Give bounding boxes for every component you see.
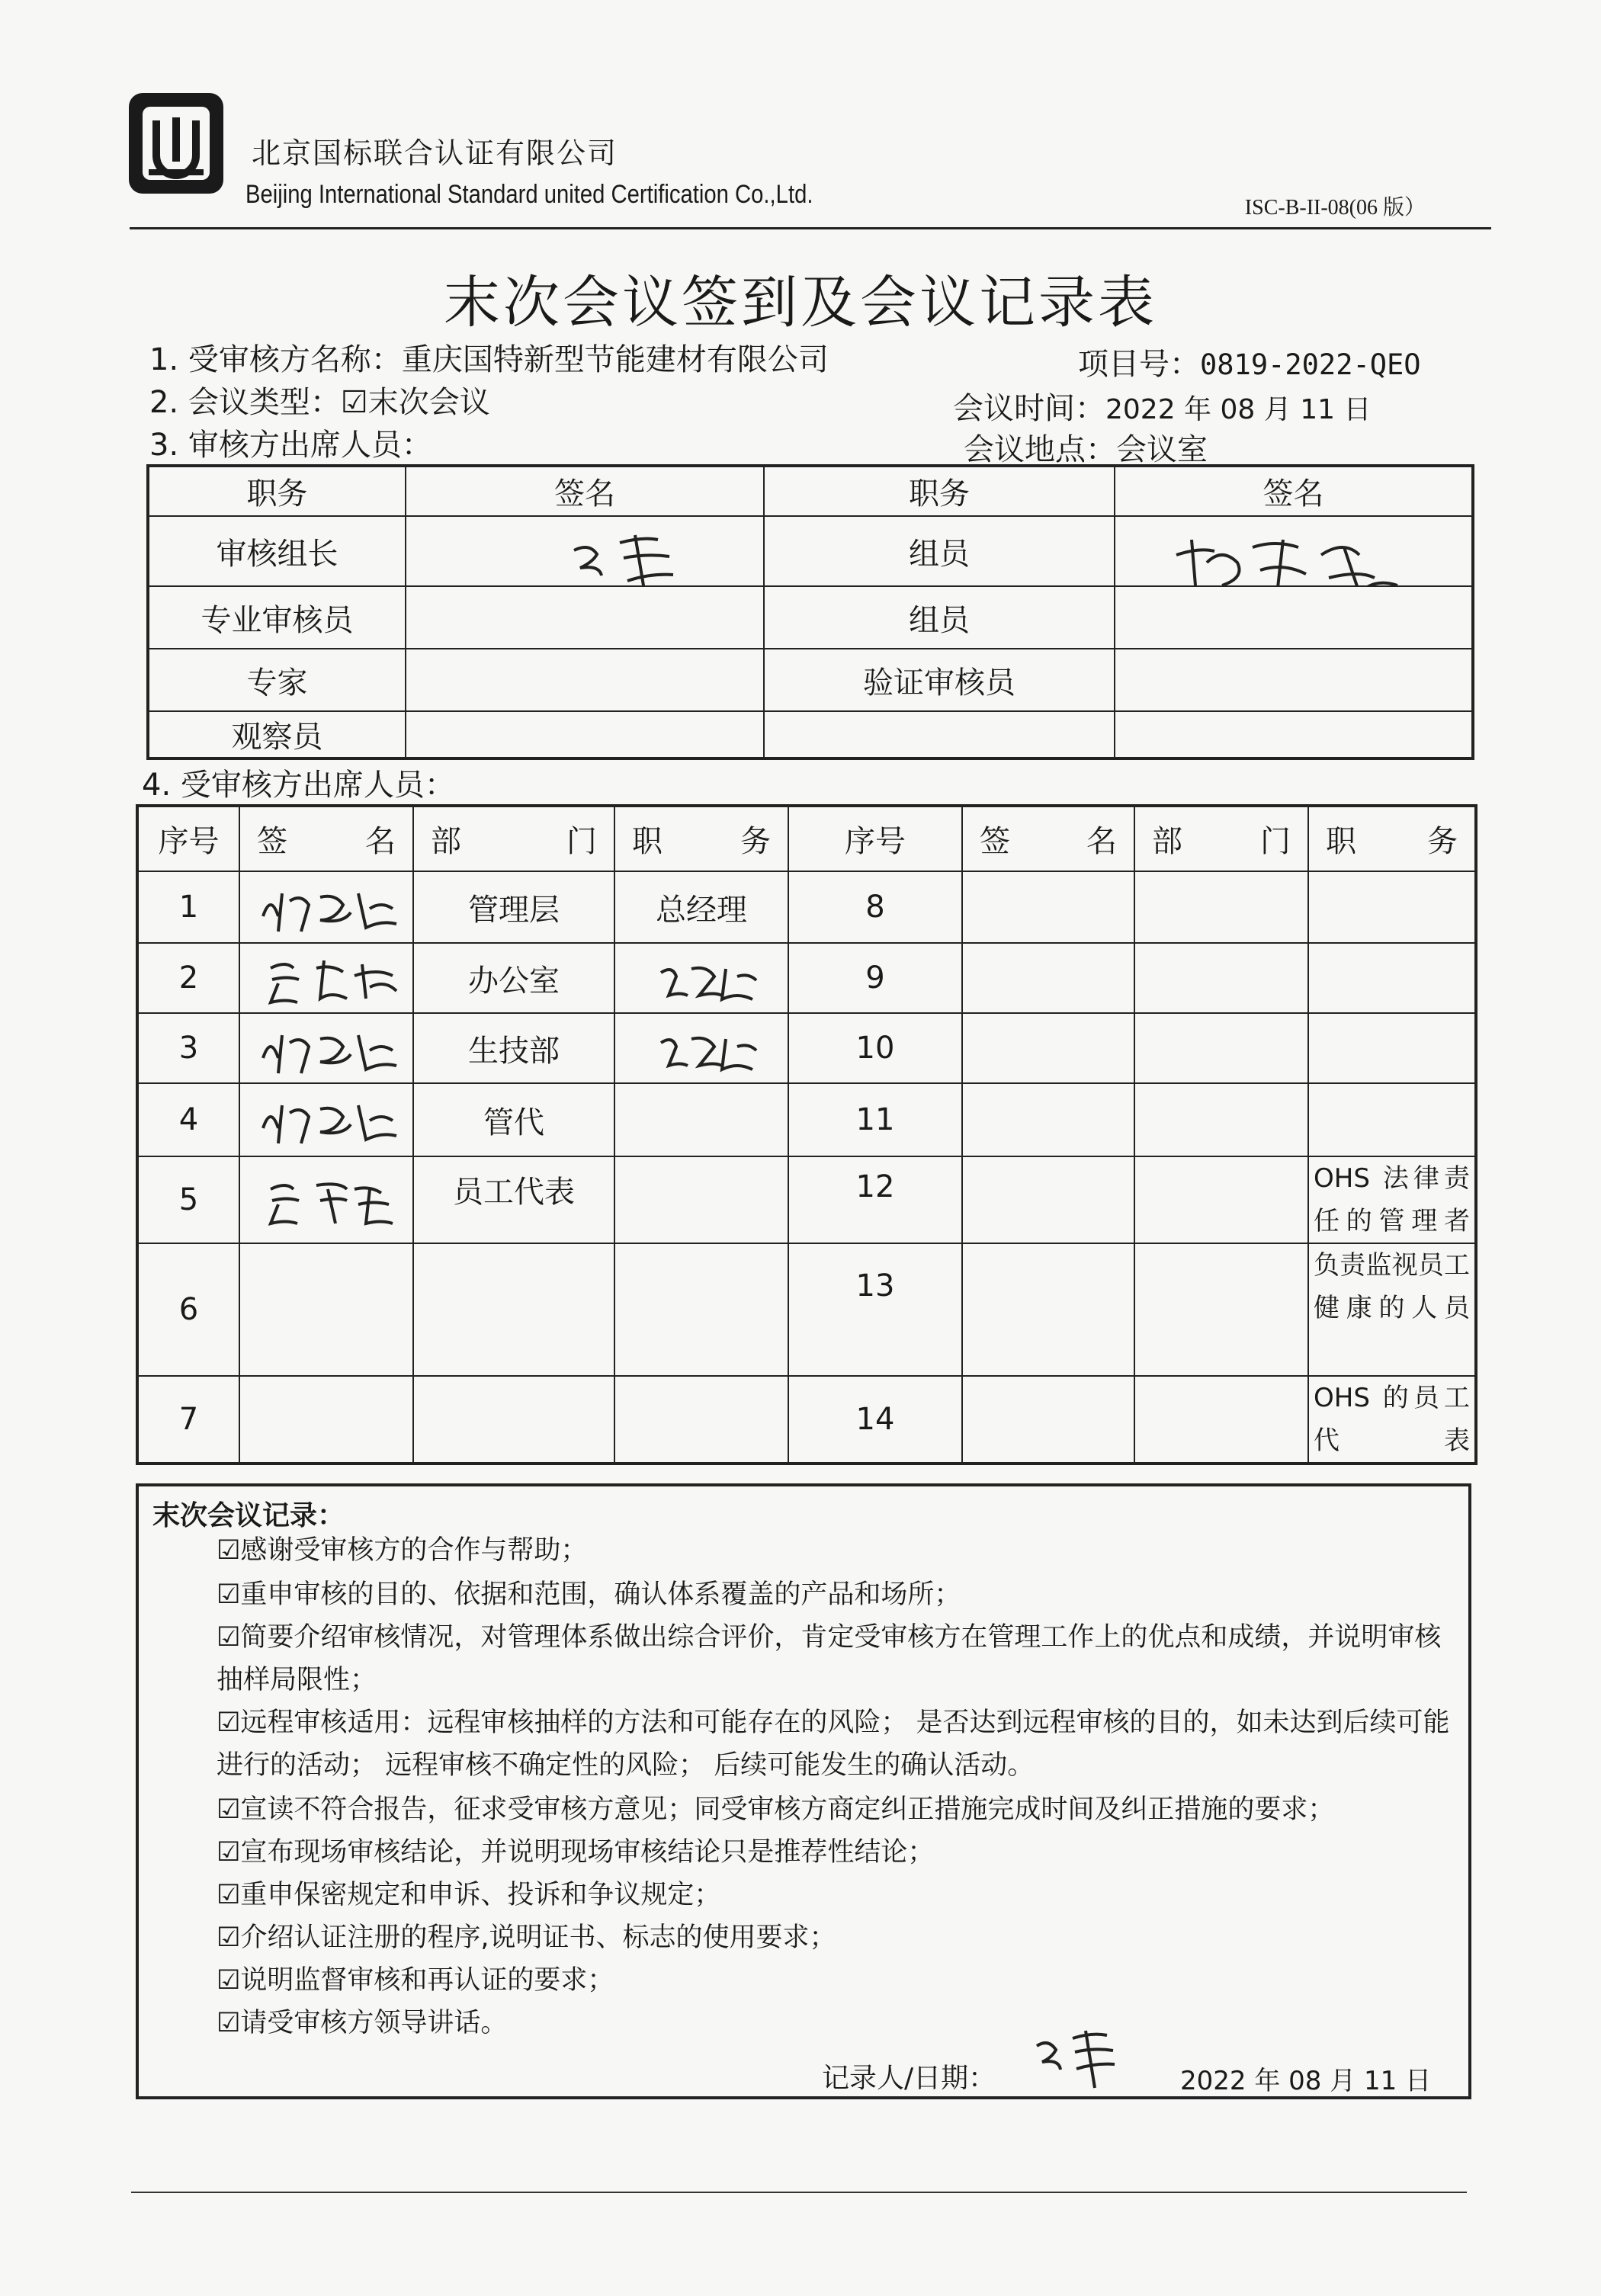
position-cell [1308, 1083, 1476, 1156]
signature-cell [406, 711, 764, 758]
record-item: ☑说明监督审核和再认证的要求； [217, 1965, 614, 1996]
auditee-name-value: 重庆国特新型节能建材有限公司 [401, 342, 829, 377]
handwritten-signature [263, 953, 408, 1006]
signature-cell [406, 516, 764, 586]
auditee-attendees-label: 4. 受审核方出席人员： [142, 768, 455, 803]
signature-cell [239, 1376, 413, 1464]
role-cell: 组员 [764, 516, 1115, 586]
meeting-time-value: 2022 年 08 月 11 日 [1105, 394, 1372, 425]
header-position: 职 务 [1308, 806, 1476, 871]
department-cell: 生技部 [413, 1013, 614, 1083]
seq-cell: 8 [788, 871, 962, 943]
position-cell: 负责监视员工健康的人员 [1308, 1243, 1476, 1376]
seq-cell: 13 [788, 1243, 962, 1376]
table-row [137, 1083, 1476, 1156]
signature-cell [239, 871, 413, 943]
signature-cell [239, 1083, 413, 1156]
table-row [137, 1243, 1476, 1376]
header-divider [130, 227, 1491, 229]
department-cell [413, 1243, 614, 1376]
auditee-name-line [149, 335, 829, 379]
handwritten-signature [263, 1174, 408, 1235]
handwritten-signature [255, 1020, 408, 1081]
signature-cell [1115, 711, 1473, 758]
record-item: ☑重申审核的目的、依据和范围，确认体系覆盖的产品和场所； [217, 1579, 961, 1610]
role-cell [764, 711, 1115, 758]
recorder-date: 2022 年 08 月 11 日 [1180, 2066, 1432, 2096]
project-number-value: 0819-2022-QEO [1200, 348, 1421, 381]
seq-cell: 12 [788, 1156, 962, 1243]
handwritten-signature [255, 1090, 408, 1151]
header-signature: 签名 [1115, 466, 1473, 516]
record-item: ☑宣读不符合报告，征求受审核方意见；同受审核方商定纠正措施完成时间及纠正措施的要求； [217, 1794, 1335, 1825]
signature-cell [406, 586, 764, 649]
table-row [137, 1376, 1476, 1464]
record-item: ☑宣布现场审核结论，并说明现场审核结论只是推荐性结论； [217, 1837, 935, 1868]
company-name-en: Beijing International Standard united Certification Co.,Ltd. [245, 180, 813, 209]
department-cell: 员工代表 [413, 1156, 614, 1243]
header-seq: 序号 [788, 806, 962, 871]
header-signature: 签 名 [239, 806, 413, 871]
seq-cell: 5 [137, 1156, 239, 1243]
meeting-place-line [964, 425, 1208, 469]
header-signature: 签名 [406, 466, 764, 516]
record-item: ☑感谢受审核方的合作与帮助； [217, 1535, 588, 1566]
document-title: 末次会议签到及会议记录表 [444, 270, 1157, 335]
header-department: 部 门 [413, 806, 614, 871]
table-row [137, 1013, 1476, 1083]
department-cell: 办公室 [413, 943, 614, 1013]
seq-cell: 10 [788, 1013, 962, 1083]
auditor-attendance-table [146, 464, 1474, 760]
position-cell [1308, 871, 1476, 943]
header-signature: 签 名 [962, 806, 1134, 871]
table-row [137, 871, 1476, 943]
seq-cell: 3 [137, 1013, 239, 1083]
role-cell: 专业审核员 [148, 586, 406, 649]
role-cell: 组员 [764, 586, 1115, 649]
signature-cell [239, 1243, 413, 1376]
auditee-attendance-table [136, 804, 1477, 1465]
position-cell [614, 1376, 788, 1464]
handwritten-signature [566, 528, 704, 586]
position-cell [614, 943, 788, 1013]
table-row [137, 943, 1476, 1013]
handwritten-title [653, 1028, 768, 1073]
header-role: 职务 [764, 466, 1115, 516]
position-cell [614, 1243, 788, 1376]
company-name-cn: 北京国标联合认证有限公司 [252, 136, 618, 170]
seq-cell: 1 [137, 871, 239, 943]
meeting-time-label: 会议时间： [953, 391, 1105, 426]
seq-cell: 14 [788, 1376, 962, 1464]
seq-cell: 9 [788, 943, 962, 1013]
role-cell: 验证审核员 [764, 649, 1115, 711]
header-department: 部 门 [1134, 806, 1308, 871]
position-cell [614, 1013, 788, 1083]
handwritten-signature [255, 878, 408, 939]
seq-cell: 4 [137, 1083, 239, 1156]
handwritten-title [653, 957, 768, 1003]
form-code: ISC-B-II-08(06 版） [1244, 196, 1426, 220]
record-item: ☑简要介绍审核情况，对管理体系做出综合评价，肯定受审核方在管理工作上的优点和成绩，并说明审核抽样局限性； [217, 1622, 1442, 1695]
meeting-type-label: 2. 会议类型： [149, 385, 341, 420]
recorder-signature [1031, 2023, 1122, 2092]
record-item: ☑请受审核方领导讲话。 [217, 2008, 508, 2038]
header-position: 职 务 [614, 806, 788, 871]
handwritten-signature [1169, 524, 1420, 586]
header-seq: 序号 [137, 806, 239, 871]
position-cell [614, 1083, 788, 1156]
position-cell: 总经理 [614, 871, 788, 943]
recorder-label: 记录人/日期： [822, 2063, 996, 2094]
signature-cell [239, 1156, 413, 1243]
signature-cell [1115, 516, 1473, 586]
position-cell: OHS 的员工代表 [1308, 1376, 1476, 1464]
signature-cell [406, 649, 764, 711]
footer-divider [131, 2192, 1467, 2193]
record-item: ☑重申保密规定和申诉、投诉和争议规定； [217, 1880, 721, 1910]
signature-cell [239, 1013, 413, 1083]
record-item: ☑远程审核适用：远程审核抽样的方法和可能存在的风险； 是否达到远程审核的目的，如未达到后续可能进行的活动； 远程审核不确定性的风险； 后续可能发生的确认活动。 [217, 1708, 1450, 1781]
meeting-type-line [149, 378, 490, 422]
position-cell: OHS 法律责任的管理者 [1308, 1156, 1476, 1243]
auditor-attendees-label: 3. 审核方出席人员： [149, 428, 432, 463]
signature-cell [1115, 649, 1473, 711]
role-cell: 专家 [148, 649, 406, 711]
meeting-place-value: 会议室 [1116, 432, 1208, 467]
header-role: 职务 [148, 466, 406, 516]
position-cell [1308, 943, 1476, 1013]
role-cell: 观察员 [148, 711, 406, 758]
department-cell: 管代 [413, 1083, 614, 1156]
company-logo [126, 90, 226, 197]
signature-cell [239, 943, 413, 1013]
auditee-name-label: 1. 受审核方名称： [149, 342, 402, 377]
meeting-time-line [953, 384, 1371, 428]
seq-cell: 11 [788, 1083, 962, 1156]
position-cell [614, 1156, 788, 1243]
table-row [137, 1156, 1476, 1243]
record-item: ☑介绍认证注册的程序,说明证书、标志的使用要求； [217, 1922, 836, 1953]
department-cell [413, 1376, 614, 1464]
seq-cell: 2 [137, 943, 239, 1013]
position-cell [1308, 1013, 1476, 1083]
role-cell: 审核组长 [148, 516, 406, 586]
signature-cell [1115, 586, 1473, 649]
records-title: 末次会议记录： [152, 1500, 345, 1531]
seq-cell: 7 [137, 1376, 239, 1464]
project-number-line [1078, 340, 1421, 383]
seq-cell: 6 [137, 1243, 239, 1376]
meeting-type-value: ☑末次会议 [340, 385, 490, 420]
meeting-place-label: 会议地点： [964, 432, 1116, 467]
department-cell: 管理层 [413, 871, 614, 943]
project-number-label: 项目号： [1078, 347, 1200, 382]
